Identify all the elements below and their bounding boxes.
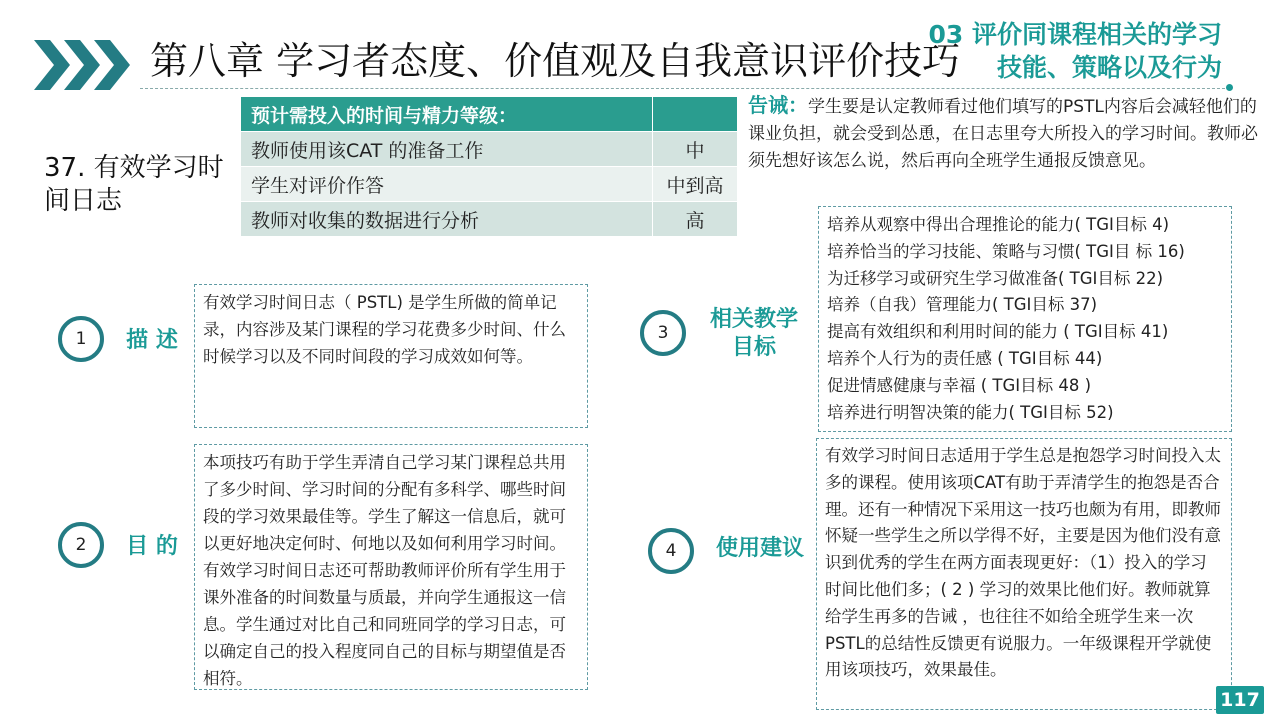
notice (748, 92, 1258, 175)
effort-level: 中 (653, 132, 738, 167)
section-label-3-line2: 目标 (731, 335, 776, 360)
topic-title-line2: 间日志 (44, 186, 123, 216)
table-row (241, 167, 738, 202)
effort-table (240, 96, 738, 237)
goal-item: 为迁移学习或研究生学习做准备( TGI目标 22) (827, 268, 1164, 288)
notice-label: 告诫： (748, 93, 808, 117)
goal-item: 培养进行明智决策的能力( TGI目标 52) (827, 402, 1114, 422)
usage-suggestion-box (816, 438, 1232, 710)
notice-text: 学生要是认定教师看过他们填写的PSTL内容后会减轻他们的课业负担，就会受到怂恿，在日志里夸大所投入的学习时间。教师必须先想好该怎么说，然后再向全班学生通报反馈意见。 (748, 97, 1258, 171)
description-text: 有效学习时间日志（ PSTL) 是学生所做的简单记录，内容涉及某门课程的学习花费多少时间、什么时候学习以及不同时间段的学习成效如何等。 (203, 293, 566, 366)
effort-task: 学生对评价作答 (241, 167, 653, 202)
section-number-1: 1 (58, 316, 104, 362)
usage-suggestion-text: 有效学习时间日志适用于学生总是抱怨学习时间投入太多的课程。使用该项CAT有助于弄清学生的抱怨是否合理。还有一种情况下采用这一技巧也颇为有用，即教师怀疑一些学生之所以学得不好，主要是因为他们没有意识到优秀的学生在两方面表现更好：（1）投入的学习时间比他们多；( 2 ) 学习的效果比他们好。教师就算给学生再多的告诫 ，也往往不如给全班学生来一次PSTL的总结性反馈更有说服力。一年级课程开学就使用该项技巧，效果最佳。 (825, 446, 1221, 680)
purpose-text: 本项技巧有助于学生弄清自己学习某门课程总共用了多少时间、学习时间的分配有多科学、哪些时间段的学习效果最佳等。学生了解这一信息后，就可以更好地决定何时、何地以及如何利用学习时间。有效学习时间日志还可帮助教师评价所有学生用于课外准备的时间数量与质最，并向学生通报这一信息。学生通过对比自己和同班同学的学习日志，可以确定自己的投入程度同自己的目标与期望值是否相符。 (203, 453, 566, 688)
goal-item: 促进情感健康与幸福 ( TGI目标 48 ) (827, 375, 1092, 395)
goal-item: 培养（自我）管理能力( TGI目标 37) (827, 295, 1098, 315)
section-number-4: 4 (648, 528, 694, 574)
effort-task: 教师对收集的数据进行分析 (241, 202, 653, 237)
header-divider (140, 88, 1230, 89)
effort-task: 教师使用该CAT 的准备工作 (241, 132, 653, 167)
goal-item: 培养恰当的学习技能、策略与习惯( TGI目 标 16) (827, 241, 1185, 261)
section-number-2: 2 (58, 522, 104, 568)
goal-item: 培养从观察中得出合理推论的能力( TGI目标 4) (827, 215, 1170, 234)
description-box (194, 284, 588, 428)
table-row (241, 202, 738, 237)
section-heading (929, 18, 1223, 84)
page-number: 117 (1216, 686, 1264, 714)
section-number-3: 3 (640, 310, 686, 356)
section-label-3 (702, 306, 806, 362)
effort-table-header: 预计需投入的时间与精力等级： (241, 97, 653, 132)
goal-item: 培养个人行为的责任感 ( TGI目标 44) (827, 348, 1103, 368)
section-label-2: 目 的 (126, 534, 178, 559)
chevron-arrows-icon (34, 40, 130, 90)
teaching-goals-box (818, 206, 1232, 432)
goal-item: 提高有效组织和利用时间的能力 ( TGI目标 41) (827, 322, 1169, 342)
section-label-4: 使用建议 (715, 536, 804, 561)
effort-level: 中到高 (653, 167, 738, 202)
header-dot (1226, 84, 1233, 91)
effort-table-header-row (241, 97, 738, 132)
section-label-1: 描 述 (126, 328, 178, 353)
section-label-3-line1: 相关教学 (709, 307, 798, 332)
purpose-box (194, 444, 588, 690)
topic-title-line1: 37. 有效学习时 (44, 153, 224, 183)
section-heading-line1: 03 评价同课程相关的学习 (928, 20, 1222, 49)
table-row (241, 132, 738, 167)
section-heading-line2: 技能、策略以及行为 (996, 53, 1222, 82)
page-title: 第八章 学习者态度、价值观及自我意识评价技巧 (150, 39, 961, 83)
topic-title (44, 152, 244, 218)
effort-table-header-empty (653, 97, 738, 132)
effort-level: 高 (653, 202, 738, 237)
